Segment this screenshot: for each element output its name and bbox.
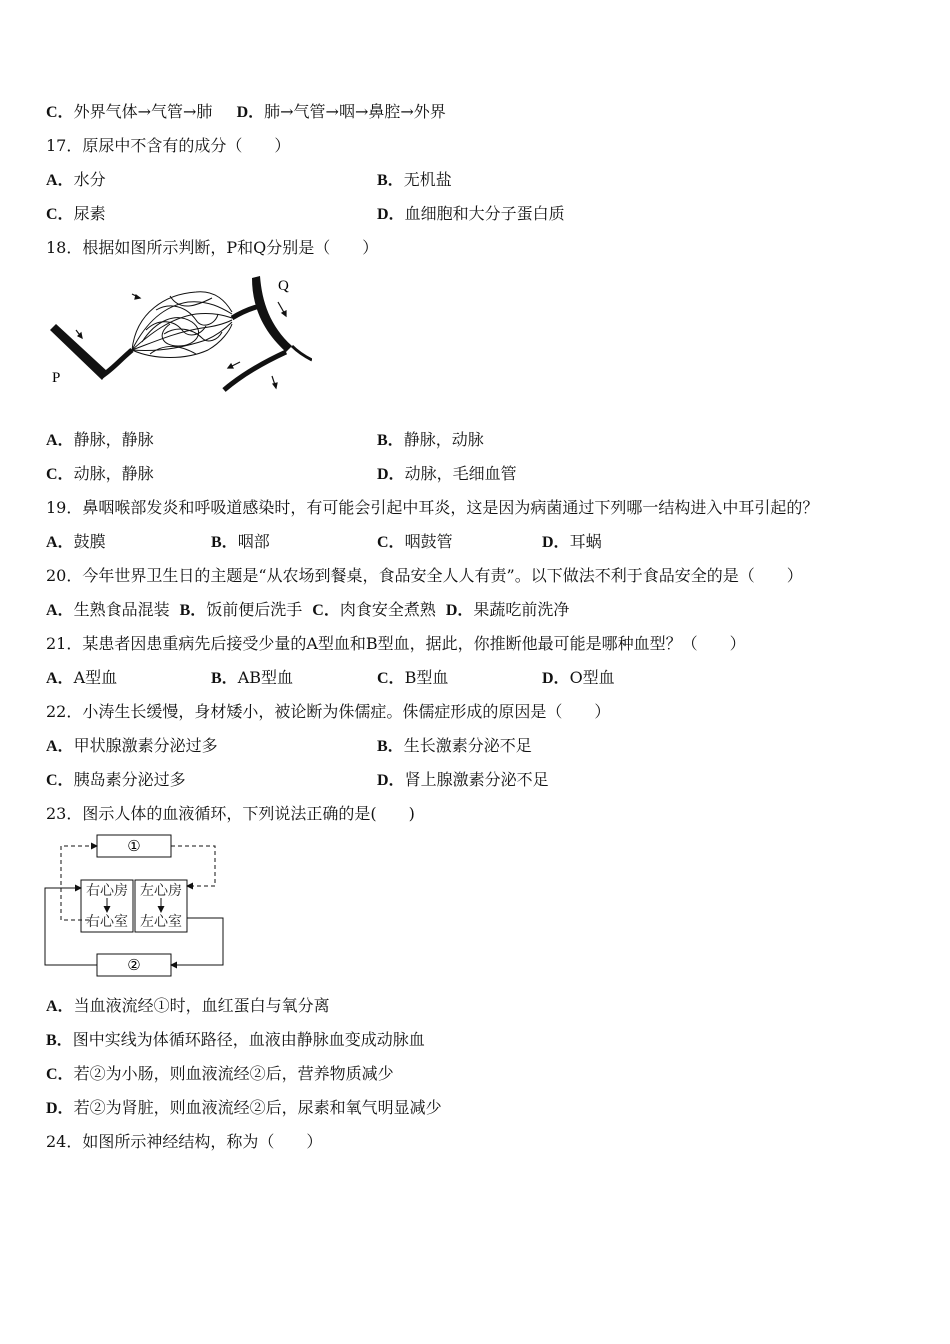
q22-option-b[interactable] <box>377 736 532 756</box>
q20-option-b[interactable] <box>180 600 303 619</box>
option-text: 果蔬吃前洗净 <box>473 600 570 619</box>
option-label: C． <box>46 206 74 223</box>
q20-option-c[interactable] <box>312 600 436 619</box>
option-label: C． <box>46 1066 74 1083</box>
option-text: 生熟食品混装 <box>73 600 170 619</box>
option-text: 动脉，静脉 <box>73 464 154 483</box>
box-2-label: ② <box>127 958 141 974</box>
label-right-ventricle: 右心室 <box>86 914 128 930</box>
q20-options <box>46 600 569 620</box>
option-label: A． <box>46 670 74 687</box>
option-label: D． <box>542 534 570 551</box>
option-text: 若②为小肠，则血液流经②后，营养物质减少 <box>73 1064 394 1083</box>
option-text: 生长激素分泌不足 <box>403 736 532 755</box>
q18-option-d[interactable] <box>377 464 517 484</box>
option-label: D． <box>445 602 474 619</box>
q20-stem: 20．今年世界卫生日的主题是“从农场到餐桌，食品安全人人有责”。以下做法不利于食品安全的是（ ） <box>46 566 803 585</box>
q23-circulation-diagram <box>43 832 227 978</box>
option-text: 血细胞和大分子蛋白质 <box>404 204 565 223</box>
q23-option-d[interactable] <box>46 1098 442 1118</box>
q20-option-a[interactable] <box>46 600 170 619</box>
q23-option-b[interactable] <box>46 1030 425 1050</box>
option-text: 若②为肾脏，则血液流经②后，尿素和氧气明显减少 <box>73 1098 442 1117</box>
option-text: 胰岛素分泌过多 <box>73 770 186 789</box>
q21-stem: 21．某患者因患重病先后接受少量的A型血和B型血，据此，你推断他最可能是哪种血型？（ ） <box>46 634 746 653</box>
option-label: C． <box>46 466 74 483</box>
option-label: B． <box>211 670 238 687</box>
label-left-ventricle: 左心室 <box>140 914 182 930</box>
q23-option-a[interactable] <box>46 996 330 1016</box>
label-p: P <box>52 370 61 386</box>
q22-option-d[interactable] <box>377 770 549 790</box>
q21-option-d[interactable] <box>542 668 615 688</box>
label-right-atrium: 右心房 <box>86 883 128 899</box>
q16-options-cd <box>46 102 446 122</box>
option-label: D． <box>377 772 405 789</box>
q22-option-a[interactable] <box>46 736 218 756</box>
q21-option-b[interactable] <box>211 668 293 688</box>
option-label: D． <box>46 1100 74 1117</box>
option-label: D． <box>236 104 265 121</box>
option-text: O型血 <box>569 668 615 687</box>
q21-option-a[interactable] <box>46 668 117 688</box>
option-label: C． <box>377 534 405 551</box>
option-text: 咽鼓管 <box>404 532 453 551</box>
option-text: 静脉，动脉 <box>403 430 484 449</box>
q19-option-c[interactable] <box>377 532 453 552</box>
option-text: A型血 <box>73 668 118 687</box>
q17-option-d[interactable] <box>377 204 565 224</box>
q19-option-d[interactable] <box>542 532 602 552</box>
q17-option-a[interactable] <box>46 170 106 190</box>
option-text: 当血液流经①时，血红蛋白与氧分离 <box>73 996 330 1015</box>
option-text: AB型血 <box>237 668 294 687</box>
q18-option-a[interactable] <box>46 430 154 450</box>
option-text: 肾上腺激素分泌不足 <box>404 770 549 789</box>
systemic-circulation <box>45 888 223 965</box>
option-text: 无机盐 <box>403 170 452 189</box>
option-text: 水分 <box>73 170 106 189</box>
q18-blood-vessel-figure <box>46 272 312 394</box>
box-1-label: ① <box>127 839 141 855</box>
q19-option-b[interactable] <box>211 532 270 552</box>
option-text: 肺→气管→咽→鼻腔→外界 <box>264 102 446 121</box>
option-text: 咽部 <box>237 532 270 551</box>
option-text: 图中实线为体循环路径，血液由静脉血变成动脉血 <box>72 1030 425 1049</box>
q23-stem: 23．图示人体的血液循环，下列说法正确的是( ) <box>46 804 415 823</box>
option-label: B． <box>211 534 238 551</box>
q24-stem: 24．如图所示神经结构，称为（ ） <box>46 1132 323 1151</box>
label-left-atrium: 左心房 <box>140 883 182 899</box>
option-label: A． <box>46 738 74 755</box>
option-label: D． <box>377 206 405 223</box>
option-label: C． <box>46 772 74 789</box>
option-text: 动脉，毛细血管 <box>404 464 517 483</box>
option-text: 静脉，静脉 <box>73 430 154 449</box>
q18-option-b[interactable] <box>377 430 484 450</box>
option-label: B． <box>377 172 404 189</box>
option-label: D． <box>377 466 405 483</box>
q17-stem: 17．原尿中不含有的成分（ ） <box>46 136 291 155</box>
q18-option-c[interactable] <box>46 464 154 484</box>
option-text: 外界气体→气管→肺 <box>73 102 213 121</box>
q22-option-c[interactable] <box>46 770 186 790</box>
q19-stem: 19．鼻咽喉部发炎和呼吸道感染时，有可能会引起中耳炎，这是因为病菌通过下列哪一结构进入中耳引起的？ <box>46 498 819 517</box>
option-text: 饭前便后洗手 <box>206 600 303 619</box>
option-label: D． <box>542 670 570 687</box>
q17-option-c[interactable] <box>46 204 106 224</box>
q20-option-d[interactable] <box>446 600 570 619</box>
option-label: A． <box>46 602 74 619</box>
q21-option-c[interactable] <box>377 668 448 688</box>
label-q: Q <box>278 278 289 294</box>
q18-stem: 18．根据如图所示判断，P和Q分别是（ ） <box>46 238 379 257</box>
option-text: 尿素 <box>73 204 106 223</box>
option-label: A． <box>46 534 74 551</box>
q22-stem: 22．小涛生长缓慢，身材矮小，被论断为侏儒症。侏儒症形成的原因是（ ） <box>46 702 611 721</box>
option-label: C． <box>46 104 74 121</box>
q23-option-c[interactable] <box>46 1064 394 1084</box>
option-label: B． <box>377 432 404 449</box>
option-text: 鼓膜 <box>73 532 106 551</box>
capillary-network <box>132 292 232 358</box>
option-text: 肉食安全煮熟 <box>339 600 436 619</box>
option-label: B． <box>46 1032 73 1049</box>
q17-option-b[interactable] <box>377 170 452 190</box>
q19-option-a[interactable] <box>46 532 106 552</box>
option-label: B． <box>179 602 207 619</box>
option-text: B型血 <box>404 668 449 687</box>
option-label: C． <box>312 602 340 619</box>
option-label: B． <box>377 738 404 755</box>
option-label: A． <box>46 432 74 449</box>
option-text: 甲状腺激素分泌过多 <box>73 736 218 755</box>
option-label: A． <box>46 998 74 1015</box>
option-text: 耳蜗 <box>569 532 602 551</box>
option-label: C． <box>377 670 405 687</box>
option-label: A． <box>46 172 74 189</box>
